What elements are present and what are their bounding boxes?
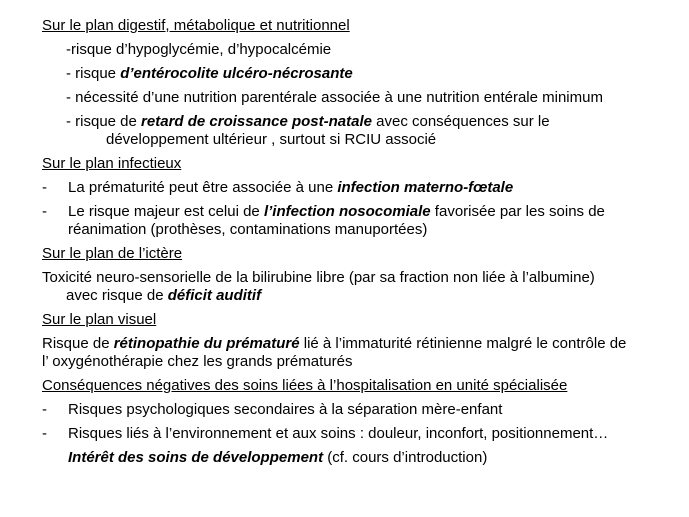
consequences-item-1: Risques psychologiques secondaires à la séparation mère-enfant: [68, 401, 503, 418]
heading-consequences: Conséquences négatives des soins liées à l’hospitalisation en unité spécialisée: [42, 377, 568, 394]
infectieux-item-2-continued: réanimation (prothèses, contaminations manuportées): [68, 221, 428, 238]
ictere-line-2: [66, 287, 261, 305]
infectieux-item-2-text: Le risque majeur est celui de: [68, 203, 264, 220]
infectieux-item-1-emphasis: infection materno-fœtale: [337, 179, 514, 196]
digestif-line-4-emphasis: retard de croissance post-natale: [141, 113, 372, 130]
digestif-line-3: - nécessité d’une nutrition parentérale associée à une nutrition entérale minimum: [66, 89, 603, 106]
digestif-line-1: -risque d’hypoglycémie, d’hypocalcémie: [66, 41, 332, 58]
consequences-item-3: [68, 449, 487, 467]
digestif-line-4-text: - risque de: [66, 113, 142, 130]
bullet-dash: -: [42, 425, 47, 442]
bullet-dash: -: [42, 401, 47, 418]
digestif-line-4-continued: développement ultérieur , surtout si RCIU associé: [106, 131, 437, 148]
bullet-dash: -: [42, 203, 47, 220]
visuel-line-1: [42, 335, 626, 353]
ictere-line-2-emphasis: déficit auditif: [167, 287, 262, 304]
heading-digestif: Sur le plan digestif, métabolique et nutritionnel: [42, 17, 350, 34]
digestif-line-2: [66, 65, 353, 83]
digestif-line-4-suffix: avec conséquences sur le: [371, 113, 550, 130]
heading-visuel: Sur le plan visuel: [42, 311, 157, 328]
visuel-line-1-suffix: lié à l’immaturité rétinienne malgré le contrôle de: [299, 335, 627, 352]
heading-ictere: Sur le plan de l’ictère: [42, 245, 183, 262]
visuel-line-1-text: Risque de: [42, 335, 114, 352]
consequences-item-2: Risques liés à l’environnement et aux soins : douleur, inconfort, positionnement…: [68, 425, 609, 442]
infectieux-item-1-text: La prématurité peut être associée à une: [68, 179, 338, 196]
visuel-line-1-emphasis: rétinopathie du prématuré: [113, 335, 300, 352]
visuel-line-2: l’ oxygénothérapie chez les grands prématurés: [42, 353, 353, 370]
consequences-item-3-emphasis: Intérêt des soins de développement: [68, 449, 324, 466]
consequences-item-3-text: (cf. cours d’introduction): [323, 449, 488, 466]
infectieux-item-2-suffix: favorisée par les soins de: [430, 203, 605, 220]
digestif-line-2-emphasis: d’entérocolite ulcéro-nécrosante: [120, 65, 353, 82]
digestif-line-4: [66, 113, 550, 131]
bullet-dash: -: [42, 179, 47, 196]
ictere-line-2-text: avec risque de: [66, 287, 168, 304]
infectieux-item-2-emphasis: l’infection nosocomiale: [263, 203, 431, 220]
heading-infectieux: Sur le plan infectieux: [42, 155, 182, 172]
digestif-line-2-text: - risque: [66, 65, 121, 82]
infectieux-item-2: [68, 203, 605, 221]
ictere-line-1: Toxicité neuro-sensorielle de la bilirubine libre (par sa fraction non liée à l’albumine): [42, 269, 595, 286]
infectieux-item-1: [68, 179, 513, 197]
